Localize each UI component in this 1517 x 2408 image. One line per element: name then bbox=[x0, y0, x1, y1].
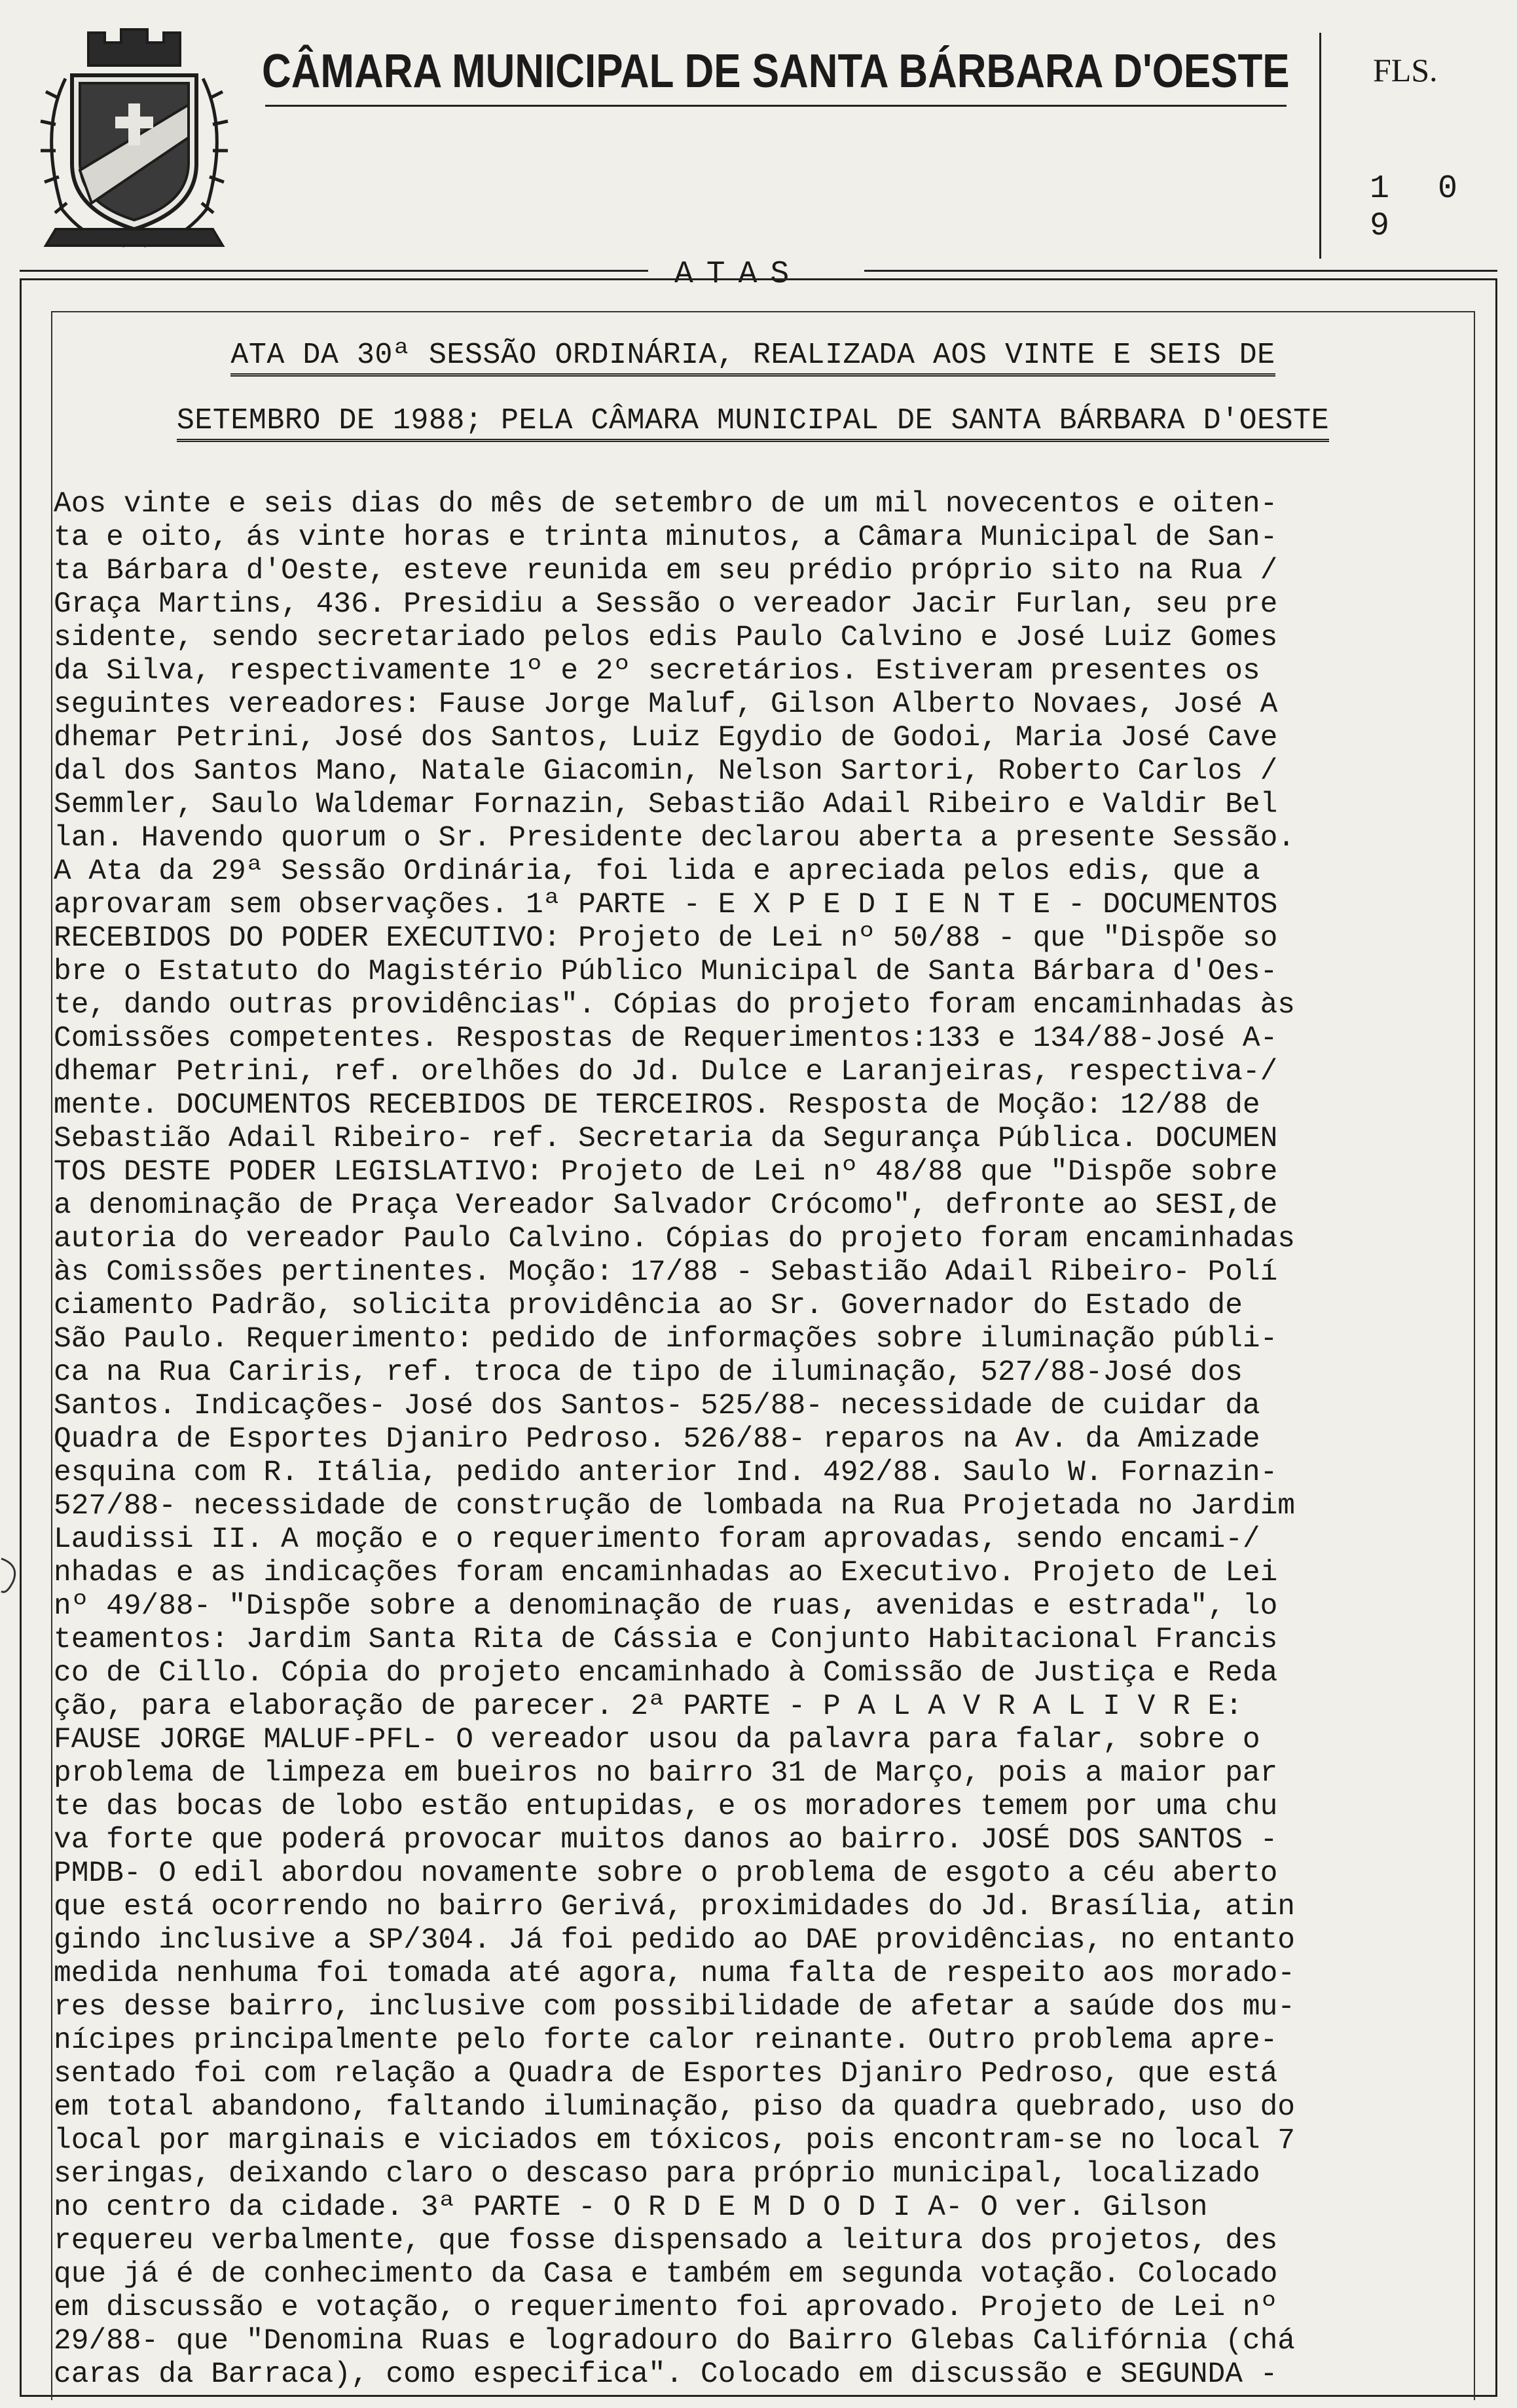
text-line: ciamento Padrão, solicita providência ao Sr. Governador do Estado de bbox=[54, 1289, 1243, 1322]
atas-rule-left bbox=[20, 270, 648, 272]
text-line: ção, para elaboração de parecer. 2ª PARTE - P A L A V R A L I V R E: bbox=[54, 1690, 1243, 1723]
atas-rule-right bbox=[864, 270, 1497, 272]
text-line: que já é de conhecimento da Casa e também em segunda votação. Colocado bbox=[54, 2258, 1278, 2291]
text-line: nhadas e as indicações foram encaminhadas ao Executivo. Projeto de Lei bbox=[54, 1557, 1278, 1589]
text-line: bre o Estatuto do Magistério Público Municipal de Santa Bárbara d'Oes- bbox=[54, 955, 1278, 988]
text-line: sentado foi com relação a Quadra de Esportes Djaniro Pedroso, que está bbox=[54, 2058, 1278, 2090]
text-line: 29/88- que "Denomina Ruas e logradouro do Bairro Glebas Califórnia (chá bbox=[54, 2325, 1296, 2358]
text-line: Laudissi II. A moção e o requerimento foram aprovadas, sendo encami-/ bbox=[54, 1523, 1260, 1556]
text-line: sidente, sendo secretariado pelos edis Paulo Calvino e José Luiz Gomes bbox=[54, 621, 1278, 654]
text-line: problema de limpeza em bueiros no bairro 31 de Março, pois a maior par bbox=[54, 1757, 1278, 1790]
text-line: va forte que poderá provocar muitos danos ao bairro. JOSÉ DOS SANTOS - bbox=[54, 1824, 1278, 1857]
text-line: dal dos Santos Mano, Natale Giacomin, Nelson Sartori, Roberto Carlos / bbox=[54, 755, 1278, 788]
institution-title: CÂMARA MUNICIPAL DE SANTA BÁRBARA D'OESTE bbox=[262, 45, 1290, 98]
text-line: esquina com R. Itália, pedido anterior Ind. 492/88. Saulo W. Fornazin- bbox=[54, 1456, 1278, 1489]
section-label: ATAS bbox=[674, 257, 803, 292]
text-line: no centro da cidade. 3ª PARTE - O R D E M D O D I A- O ver. Gilson bbox=[54, 2191, 1208, 2224]
text-line: às Comissões pertinentes. Moção: 17/88 - Sebastião Adail Ribeiro- Polí bbox=[54, 1256, 1278, 1289]
text-line: Aos vinte e seis dias do mês de setembro de um mil novecentos e oiten- bbox=[54, 488, 1278, 521]
text-line: A Ata da 29ª Sessão Ordinária, foi lida e apreciada pelos edis, que a bbox=[54, 855, 1260, 888]
text-line: te, dando outras providências". Cópias do projeto foram encaminhadas às bbox=[54, 989, 1296, 1022]
text-line: ta Bárbara d'Oeste, esteve reunida em seu prédio próprio sito na Rua / bbox=[54, 555, 1278, 587]
text-line: dhemar Petrini, ref. orelhões do Jd. Dulce e Laranjeiras, respectiva-/ bbox=[54, 1056, 1278, 1088]
text-line: a denominação de Praça Vereador Salvador Crócomo", defronte ao SESI,de bbox=[54, 1189, 1278, 1222]
text-line: ta e oito, ás vinte horas e trinta minutos, a Câmara Municipal de San- bbox=[54, 521, 1278, 554]
text-line: seringas, deixando claro o descaso para próprio municipal, localizado bbox=[54, 2158, 1260, 2191]
text-line: Comissões competentes. Respostas de Requerimentos:133 e 134/88-José A- bbox=[54, 1022, 1278, 1055]
text-line: caras da Barraca), como especifica". Colocado em discussão e SEGUNDA - bbox=[54, 2358, 1278, 2391]
minutes-body bbox=[54, 488, 1468, 2392]
text-line: em discussão e votação, o requerimento foi aprovado. Projeto de Lei nº bbox=[54, 2291, 1278, 2324]
text-line: Quadra de Esportes Djaniro Pedroso. 526/88- reparos na Av. da Amizade bbox=[54, 1423, 1260, 1456]
text-line: em total abandono, faltando iluminação, piso da quadra quebrado, uso do bbox=[54, 2091, 1296, 2124]
text-line: te das bocas de lobo estão entupidas, e os moradores temem por uma chu bbox=[54, 1790, 1278, 1823]
title-underline bbox=[265, 105, 1287, 107]
text-line: mente. DOCUMENTOS RECEBIDOS DE TERCEIROS. Resposta de Moção: 12/88 de bbox=[54, 1089, 1260, 1122]
text-line: lan. Havendo quorum o Sr. Presidente declarou aberta a presente Sessão. bbox=[54, 822, 1296, 855]
text-line: autoria do vereador Paulo Calvino. Cópias do projeto foram encaminhadas bbox=[54, 1223, 1296, 1255]
text-line: Sebastião Adail Ribeiro- ref. Secretaria da Segurança Pública. DOCUMEN bbox=[54, 1122, 1278, 1155]
text-line: FAUSE JORGE MALUF-PFL- O vereador usou da palavra para falar, sobre o bbox=[54, 1724, 1260, 1756]
text-line: teamentos: Jardim Santa Rita de Cássia e Conjunto Habitacional Francis bbox=[54, 1623, 1278, 1656]
text-line: Santos. Indicações- José dos Santos- 525/88- necessidade de cuidar da bbox=[54, 1390, 1260, 1422]
text-line: co de Cillo. Cópia do projeto encaminhado à Comissão de Justiça e Reda bbox=[54, 1657, 1278, 1690]
text-line: gindo inclusive a SP/304. Já foi pedido ao DAE providências, no entanto bbox=[54, 1924, 1296, 1957]
text-line: medida nenhuma foi tomada até agora, numa falta de respeito aos morado- bbox=[54, 1957, 1296, 1990]
text-line: Graça Martins, 436. Presidiu a Sessão o vereador Jacir Furlan, seu pre bbox=[54, 588, 1278, 621]
text-line: res desse bairro, inclusive com possibilidade de afetar a saúde dos mu- bbox=[54, 1991, 1296, 2024]
document-title-line-2: SETEMBRO DE 1988; PELA CÂMARA MUNICIPAL DE SANTA BÁRBARA D'OESTE bbox=[52, 404, 1453, 437]
text-line: requereu verbalmente, que fosse dispensado a leitura dos projetos, des bbox=[54, 2225, 1278, 2257]
margin-mark-icon bbox=[0, 1546, 26, 1598]
text-line: São Paulo. Requerimento: pedido de informações sobre iluminação públi- bbox=[54, 1323, 1278, 1356]
text-line: da Silva, respectivamente 1º e 2º secretários. Estiveram presentes os bbox=[54, 655, 1260, 688]
text-line: 527/88- necessidade de construção de lombada na Rua Projetada no Jardim bbox=[54, 1490, 1296, 1523]
header-divider bbox=[1319, 33, 1321, 259]
text-line: aprovaram sem observações. 1ª PARTE - E X P E D I E N T E - DOCUMENTOS bbox=[54, 889, 1278, 921]
text-line: seguintes vereadores: Fause Jorge Maluf, Gilson Alberto Novaes, José A bbox=[54, 688, 1278, 721]
municipal-crest-icon bbox=[26, 13, 242, 255]
text-line: PMDB- O edil abordou novamente sobre o problema de esgoto a céu aberto bbox=[54, 1857, 1278, 1890]
text-line: Semmler, Saulo Waldemar Fornazin, Sebastião Adail Ribeiro e Valdir Bel bbox=[54, 788, 1278, 821]
fls-label: FLS. bbox=[1373, 52, 1438, 88]
page-number: 1 0 9 bbox=[1370, 170, 1472, 245]
text-line: que está ocorrendo no bairro Gerivá, proximidades do Jd. Brasília, atin bbox=[54, 1891, 1296, 1923]
text-line: ca na Rua Cariris, ref. troca de tipo de iluminação, 527/88-José dos bbox=[54, 1356, 1243, 1389]
text-line: TOS DESTE PODER LEGISLATIVO: Projeto de Lei nº 48/88 que "Dispõe sobre bbox=[54, 1156, 1278, 1189]
document-title-line-1: ATA DA 30ª SESSÃO ORDINÁRIA, REALIZADA AOS VINTE E SEIS DE bbox=[52, 339, 1453, 372]
text-line: dhemar Petrini, José dos Santos, Luiz Egydio de Godoi, Maria José Cave bbox=[54, 722, 1278, 754]
text-line: local por marginais e viciados em tóxicos, pois encontram-se no local 7 bbox=[54, 2124, 1296, 2157]
text-line: RECEBIDOS DO PODER EXECUTIVO: Projeto de Lei nº 50/88 - que "Dispõe so bbox=[54, 922, 1278, 955]
text-line: nº 49/88- "Dispõe sobre a denominação de ruas, avenidas e estrada", lo bbox=[54, 1590, 1278, 1623]
text-line: nícipes principalmente pelo forte calor reinante. Outro problema apre- bbox=[54, 2024, 1278, 2057]
